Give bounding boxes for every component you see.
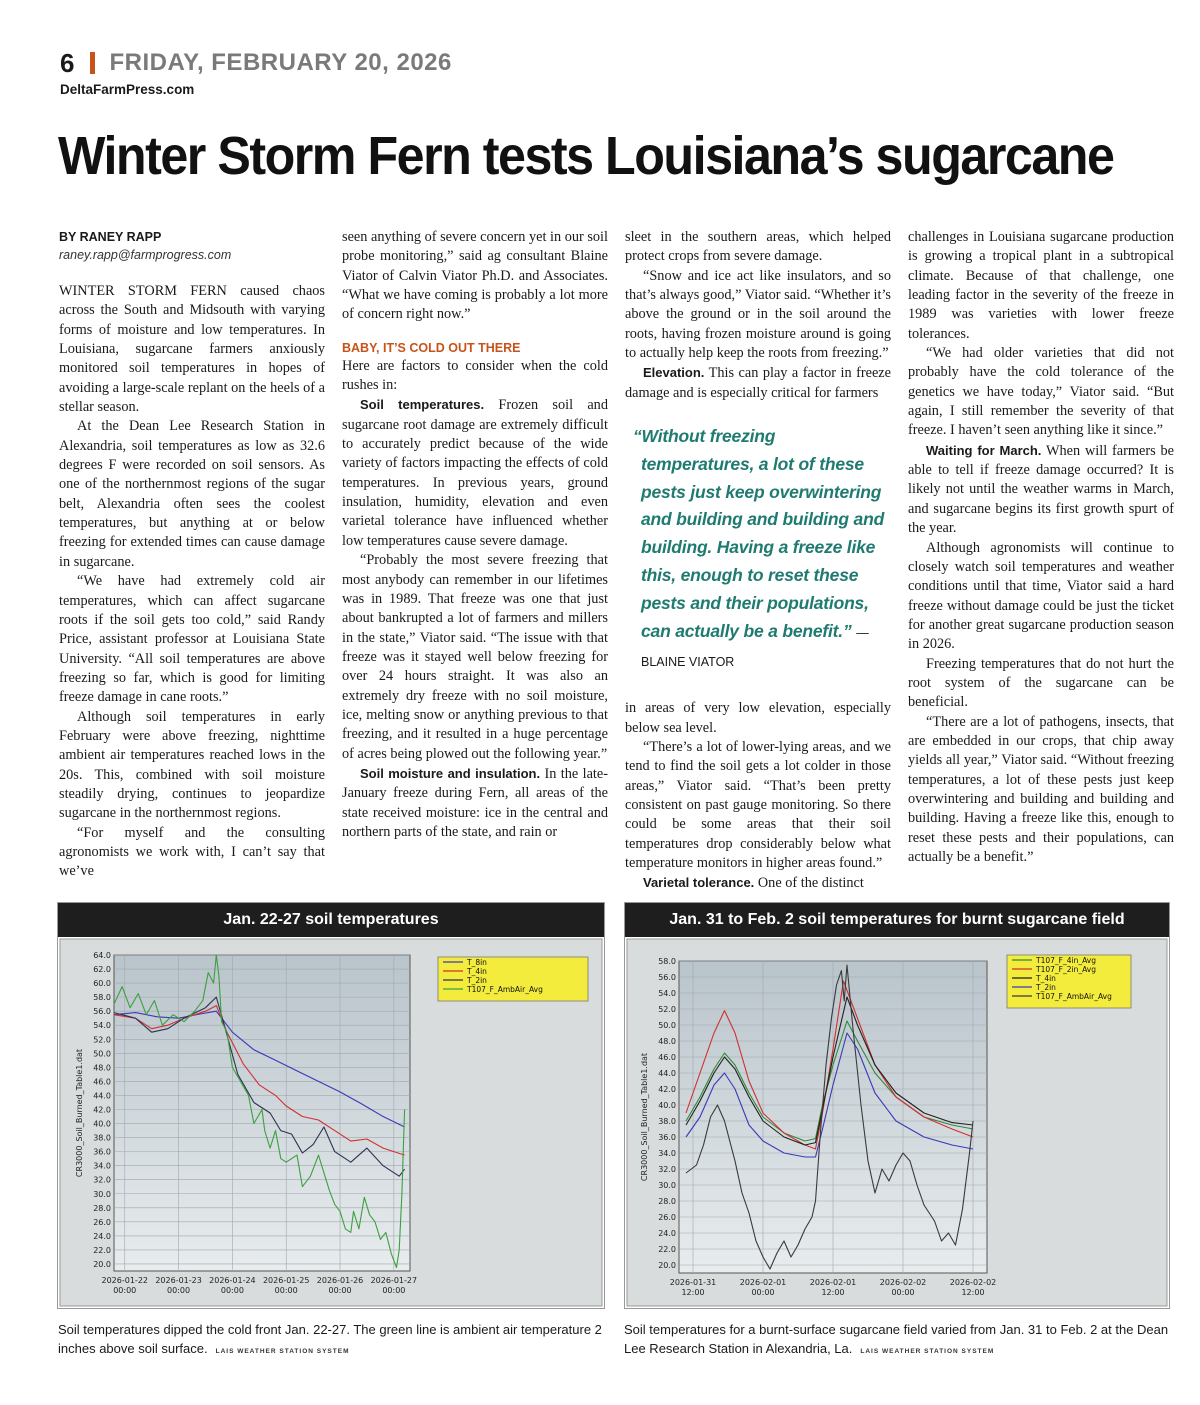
y-tick-label: 48.0 — [658, 1037, 676, 1046]
paragraph: “For myself and the consulting agronomists we work with, I can’t say that we’ve — [59, 824, 325, 880]
paragraph: sleet in the southern areas, which helped protect crops from severe damage. — [625, 229, 891, 265]
byline: BY RANEY RAPP — [59, 230, 162, 244]
y-tick-label: 34.0 — [658, 1149, 676, 1158]
paragraph-text: Frozen soil and sugarcane root damage are extremely difficult to accurately predict because of the wide variety of factors impacting the effects of cold temperatures. In previous years, ground insulation, humidity, elevation and even varietal tolerance have influenced whether low temperatures cause severe damage. — [342, 397, 608, 549]
chart-caption-1 — [58, 1320, 618, 1361]
legend-box — [438, 957, 588, 1001]
pull-quote-text: “Without freezing temperatures, a lot of these pests just keep overwintering and building and building and building. Having a freeze like this, enough to reset these pests and their populations, can actually be a benefit.” — [633, 426, 885, 641]
legend-label: T_8in — [467, 958, 487, 967]
article-column-3 — [625, 228, 891, 894]
x-tick-label: 2026-01-23 — [155, 1276, 202, 1285]
page-number: 6 — [60, 47, 75, 78]
paragraph: “We had older varieties that did not probably have the cold tolerance of the genetics we have today,” Viator said. “But again, I still remember the severity of that freeze. I haven’t seen anything like it since.” — [908, 345, 1174, 439]
y-tick-label: 64.0 — [93, 951, 111, 960]
runin-head-varietal-tolerance: Varietal tolerance. — [643, 875, 755, 891]
y-tick-label: 20.0 — [658, 1261, 676, 1270]
paragraph-text: In the late-January freeze during Fern, all areas of the state received moisture: ice in the central and northern parts of the state, and rain or — [342, 765, 609, 840]
folio-divider — [90, 52, 95, 74]
x-tick-label: 2026-02-01 — [809, 1278, 857, 1287]
legend-label: T_4in — [467, 967, 487, 976]
paragraph-text: One of the distinct — [757, 875, 864, 892]
y-tick-label: 54.0 — [93, 1021, 111, 1031]
x-tick-label: 00:00 — [274, 1286, 298, 1295]
chart-title: Jan. 31 to Feb. 2 soil temperatures for burnt sugarcane field — [625, 903, 1169, 937]
x-tick-label: 00:00 — [113, 1286, 137, 1295]
x-tick-label: 2026-01-27 — [370, 1276, 418, 1285]
y-axis-label: CR3000_Soil_Burned_Table1.dat — [75, 1048, 84, 1178]
pull-quote-attribution: — BLAINE VIATOR — [641, 625, 869, 670]
legend-label: T107_F_AmbAir_Avg — [1036, 992, 1112, 1001]
paragraph — [908, 441, 1174, 539]
y-tick-label: 40.0 — [658, 1101, 676, 1110]
y-tick-label: 26.0 — [658, 1213, 676, 1222]
article-column-4 — [908, 228, 1174, 867]
legend-label: T107_F_2in_Avg — [1036, 965, 1096, 974]
paragraph-text: This can play a factor in freeze damage and is especially critical for farmers — [625, 365, 891, 401]
y-tick-label: 44.0 — [658, 1069, 676, 1078]
site-name: DeltaFarmPress.com — [60, 82, 195, 97]
issue-date: FRIDAY, FEBRUARY 20, 2026 — [109, 49, 452, 76]
y-tick-label: 24.0 — [658, 1229, 676, 1238]
y-tick-label: 42.0 — [93, 1105, 111, 1115]
chart-title: Jan. 22-27 soil temperatures — [58, 903, 604, 937]
chart-caption-2 — [624, 1320, 1184, 1361]
y-tick-label: 40.0 — [93, 1119, 111, 1129]
y-tick-label: 22.0 — [93, 1245, 111, 1255]
y-axis-label: CR3000_Soil_Burned_Table1.dat — [640, 1052, 649, 1182]
paragraph: At the Dean Lee Research Station in Alexandria, soil temperatures as low as 32.6 degrees F were recorded on soil sensors. As one of the northernmost regions of the sugar belt, Alexandria often sees the coolest temperatures, but anything at or below freezing for extended times can cause damage in sugarcane. — [59, 418, 325, 570]
y-tick-label: 24.0 — [93, 1231, 111, 1241]
y-tick-label: 50.0 — [658, 1021, 676, 1030]
y-tick-label: 22.0 — [658, 1245, 676, 1254]
y-tick-label: 44.0 — [93, 1091, 111, 1101]
paragraph — [625, 363, 891, 403]
paragraph: challenges in Louisiana sugarcane production is growing a tropical plant in a subtropical climate. Because of that challenge, one leading factor in the severity of the freeze in 1989 was varieties with lower freeze tolerances. — [908, 229, 1174, 342]
y-tick-label: 56.0 — [93, 1007, 111, 1017]
y-tick-label: 32.0 — [658, 1165, 676, 1174]
y-tick-label: 62.0 — [93, 965, 111, 975]
paragraph — [342, 764, 608, 842]
x-tick-label: 00:00 — [220, 1286, 244, 1295]
author-email: raney.rapp@farmprogress.com — [59, 248, 232, 262]
chart-jan-22-27 — [57, 902, 605, 1309]
chart-plot — [58, 937, 604, 1308]
x-tick-label: 00:00 — [382, 1286, 406, 1295]
x-tick-label: 2026-01-25 — [262, 1276, 310, 1285]
section-subhead: BABY, IT’S COLD OUT THERE — [342, 340, 521, 355]
x-tick-label: 00:00 — [891, 1288, 915, 1297]
paragraph: Freezing temperatures that do not hurt the root system of the sugarcane can be beneficial. — [908, 655, 1174, 711]
legend-label: T_4in — [1036, 974, 1056, 983]
paragraph: “Probably the most severe freezing that most anybody can remember in our lifetimes was in 1989. That freeze was one that just about bankrupted a lot of farmers and millers in the state,” Viator said. “The issue with that freeze was it stayed well below freezing for over 24 hours straight. It was also an extremely dry freeze with no soil moisture, ice, melting snow or anything previous to that freezing, and it resulted in a huge percentage of acres being plowed out the following year.” — [342, 552, 608, 762]
x-tick-label: 2026-02-01 — [739, 1278, 787, 1287]
x-tick-label: 00:00 — [751, 1288, 775, 1297]
paragraph: “Snow and ice act like insulators, and so that’s always good,” Viator said. “Whether it’s above the ground or in the soil around the roots, having frozen moisture around is going to actually help keep the roots from freezing.” — [625, 267, 891, 362]
paragraph-text: When will farmers be able to tell if freeze damage occurred? It is likely not until the weather warms in March, and sugarcane begins its first growth spurt of the year. — [908, 442, 1174, 537]
x-tick-label: 2026-02-02 — [949, 1278, 997, 1287]
paragraph: in areas of very low elevation, especially below sea level. — [625, 700, 891, 736]
y-tick-label: 56.0 — [658, 973, 676, 982]
paragraph: Although agronomists will continue to closely watch soil temperatures and weather conditions until that time, Viator said a hard freeze without damage could be just the ticket for another great sugarcane production season in 2026. — [908, 539, 1174, 653]
y-tick-label: 50.0 — [93, 1049, 111, 1059]
runin-head-elevation: Elevation. — [643, 365, 705, 381]
y-tick-label: 28.0 — [658, 1197, 676, 1206]
runin-head-soil-temperatures: Soil temperatures. — [360, 397, 485, 413]
y-tick-label: 38.0 — [93, 1133, 111, 1143]
y-tick-label: 36.0 — [658, 1133, 676, 1142]
y-tick-label: 30.0 — [93, 1189, 111, 1199]
y-tick-label: 28.0 — [93, 1203, 111, 1213]
chart-plot — [625, 937, 1169, 1308]
headline: Winter Storm Fern tests Louisiana’s sugarcane — [58, 126, 1114, 186]
paragraph: “There are a lot of pathogens, insects, that are embedded in our crops, that chip away yields all year,” Viator said. “Without freezing temperatures, a lot of these pests just keep overwintering and building and building and building. Having a freeze like this, enough to reset these pests and their populations, can actually be a benefit.” — [908, 713, 1174, 865]
y-tick-label: 58.0 — [93, 993, 111, 1003]
legend-label: T107_F_AmbAir_Avg — [467, 985, 543, 994]
y-tick-label: 34.0 — [93, 1161, 111, 1171]
y-tick-label: 54.0 — [658, 989, 676, 998]
y-tick-label: 52.0 — [658, 1005, 676, 1014]
x-tick-label: 00:00 — [167, 1286, 191, 1295]
x-tick-label: 12:00 — [681, 1288, 705, 1297]
x-tick-label: 2026-02-02 — [879, 1278, 927, 1287]
paragraph: “We have had extremely cold air temperatures, which can affect sugarcane roots if the soil gets too cold,” said Randy Price, assistant professor at Louisiana State University. “All soil temperatures are above freezing so far, which is good for limiting freeze damage in cane roots.” — [59, 573, 325, 706]
caption-text: Soil temperatures for a burnt-surface sugarcane field varied from Jan. 31 to Feb. 2 at the Dean Lee Research Station in Alexandria, La. — [624, 1322, 1169, 1356]
photo-credit: LAIS WEATHER STATION SYSTEM — [215, 1348, 350, 1355]
y-tick-label: 30.0 — [658, 1181, 676, 1190]
y-tick-label: 26.0 — [93, 1217, 111, 1227]
paragraph: Although soil temperatures in early February were above freezing, nighttime ambient air temperatures reached lows in the 20s. This, combined with soil moisture steadily drying, continues to jeopardize sugarcane in the northernmost regions. — [59, 708, 325, 822]
y-tick-label: 48.0 — [93, 1063, 111, 1073]
chart-jan-31-feb-2 — [624, 902, 1170, 1309]
paragraph: WINTER STORM FERN caused chaos across the South and Midsouth with varying forms of moisture and low temperatures. In Louisiana, sugarcane farmers anxiously monitored soil temperatures in hopes of avoiding a large-scale replant on the heels of a stellar season. — [59, 283, 325, 416]
y-tick-label: 42.0 — [658, 1085, 676, 1094]
x-tick-label: 2026-01-22 — [101, 1276, 149, 1285]
legend-label: T_2in — [1036, 983, 1056, 992]
paragraph: Here are factors to consider when the cold rushes in: — [342, 357, 608, 394]
masthead — [60, 47, 452, 79]
y-tick-label: 52.0 — [93, 1035, 111, 1045]
x-tick-label: 12:00 — [821, 1288, 845, 1297]
article-column-1 — [59, 228, 325, 882]
x-tick-label: 2026-01-26 — [316, 1276, 364, 1285]
paragraph — [625, 873, 891, 893]
paragraph: “There’s a lot of lower-lying areas, and we tend to find the soil gets a lot colder in those areas,” Viator said. “That’s been pretty consistent on past gauge monitoring. So there could be some areas that their soil temperatures drop considerably below what temperature monitors in higher areas found.” — [625, 738, 891, 872]
y-tick-label: 46.0 — [93, 1077, 111, 1087]
x-tick-label: 00:00 — [328, 1286, 352, 1295]
y-tick-label: 20.0 — [93, 1259, 111, 1269]
x-tick-label: 12:00 — [961, 1288, 985, 1297]
paragraph — [342, 395, 608, 551]
y-tick-label: 58.0 — [658, 957, 676, 966]
y-tick-label: 46.0 — [658, 1053, 676, 1062]
legend-label: T107_F_4in_Avg — [1036, 956, 1096, 965]
y-tick-label: 32.0 — [93, 1175, 111, 1185]
x-tick-label: 2026-01-24 — [209, 1276, 256, 1285]
article-column-2 — [342, 228, 608, 842]
paragraph: seen anything of severe concern yet in our soil probe monitoring,” said ag consultant Blaine Viator of Calvin Viator Ph.D. and Associates. “What we have coming is probably a lot more of concern right now.” — [342, 229, 608, 323]
legend-label: T_2in — [467, 976, 487, 985]
photo-credit: LAIS WEATHER STATION SYSTEM — [860, 1348, 995, 1355]
caption-text: Soil temperatures dipped the cold front Jan. 22-27. The green line is ambient air temperature 2 inches above soil surface. — [58, 1322, 602, 1356]
pull-quote — [633, 423, 893, 677]
x-tick-label: 2026-01-31 — [669, 1278, 717, 1287]
y-tick-label: 36.0 — [93, 1147, 111, 1157]
y-tick-label: 38.0 — [658, 1117, 676, 1126]
y-tick-label: 60.0 — [93, 979, 111, 989]
runin-head-waiting-for-march: Waiting for March. — [926, 442, 1042, 458]
runin-head-soil-moisture: Soil moisture and insulation. — [360, 765, 541, 781]
